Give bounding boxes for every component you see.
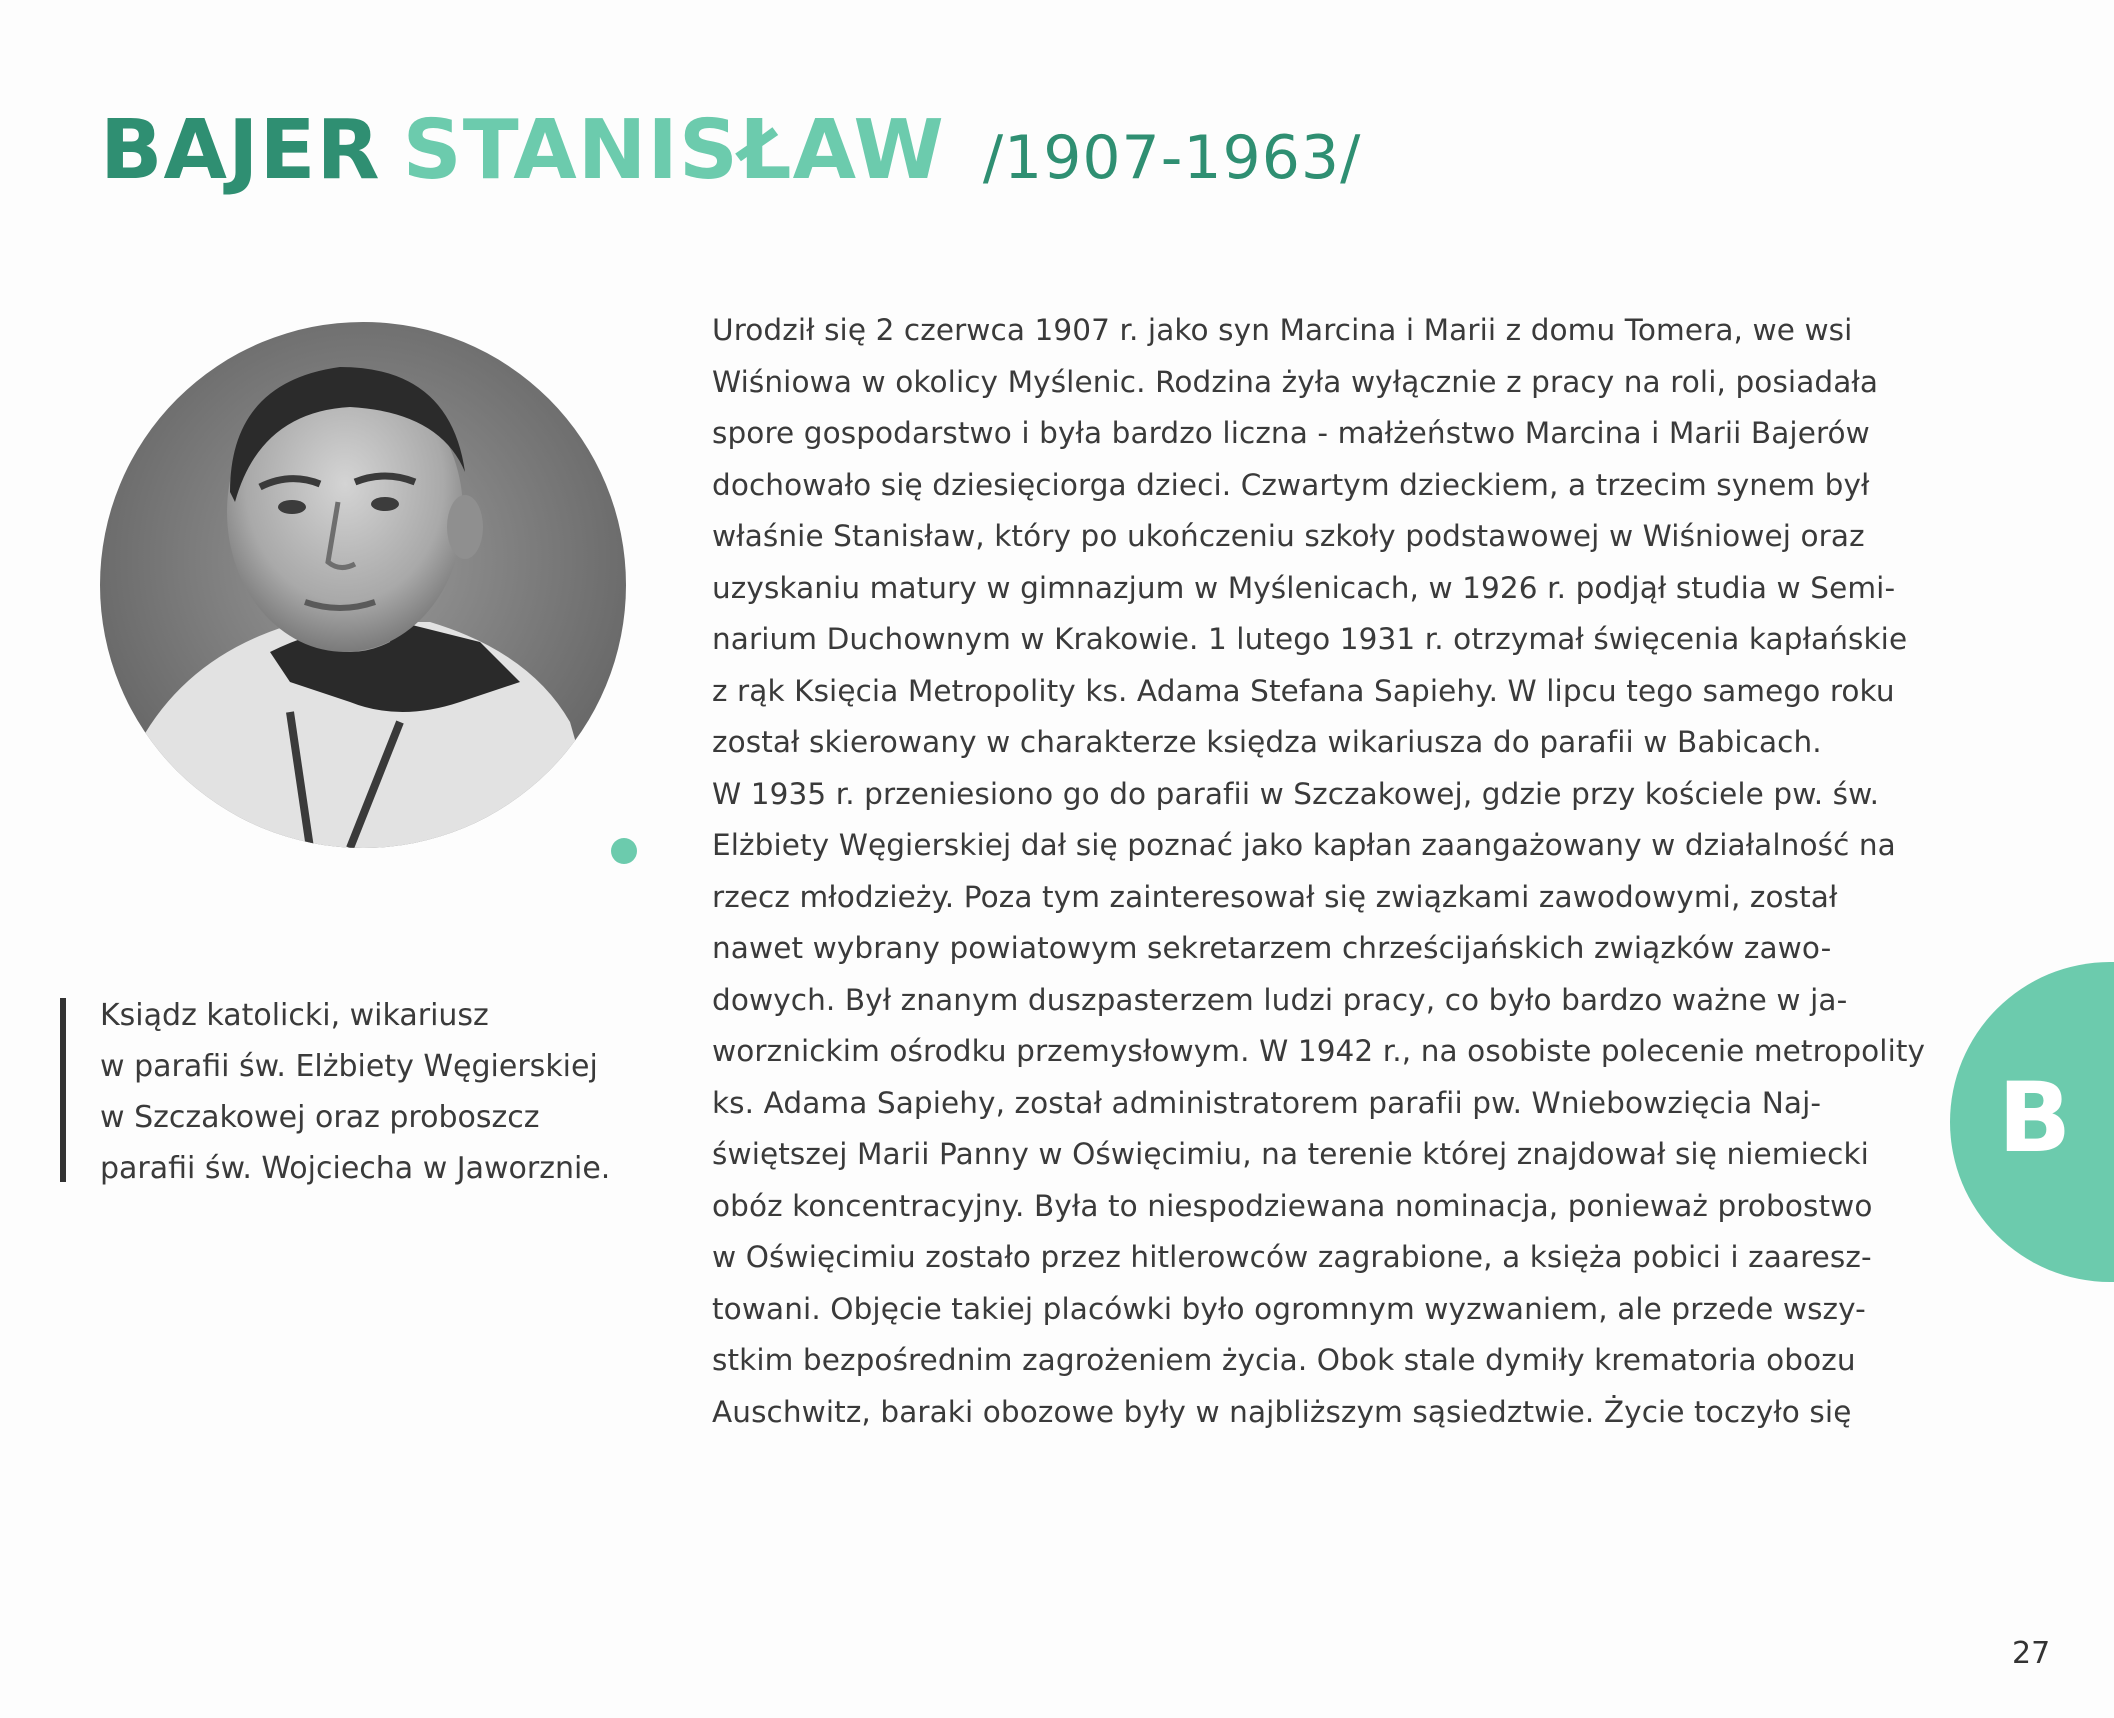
caption-block	[60, 990, 660, 1194]
body-line: worznickim ośrodku przemysłowym. W 1942 r., na osobiste polecenie metropolity	[712, 1034, 1926, 1068]
caption-line: w Szczakowej oraz proboszcz	[100, 1100, 540, 1135]
body-line: z rąk Księcia Metropolity ks. Adama Stefana Sapiehy. W lipcu tego samego roku	[712, 673, 1895, 708]
body-line: Urodził się 2 czerwca 1907 r. jako syn Marcina i Marii z domu Tomera, we wsi	[712, 313, 1853, 347]
title-surname: BAJER	[100, 103, 381, 198]
body-line: ks. Adama Sapiehy, został administratorem parafii pw. Wniebowzięcia Naj-	[712, 1085, 1822, 1120]
body-line: nawet wybrany powiatowym sekretarzem chrześcijańskich związków zawo-	[712, 931, 1832, 965]
biography-text	[712, 305, 1926, 1438]
body-line: właśnie Stanisław, który po ukończeniu szkoły podstawowej w Wiśniowej oraz	[712, 519, 1865, 553]
caption-line: Ksiądz katolicki, wikariusz	[100, 998, 489, 1033]
title-years: /1907-1963/	[982, 123, 1362, 193]
body-line: W 1935 r. przeniesiono go do parafii w Szczakowej, gdzie przy kościele pw. św.	[712, 776, 1880, 811]
body-line: obóz koncentracyjny. Była to niespodziewana nominacja, ponieważ probostwo	[712, 1188, 1873, 1223]
page-title	[100, 103, 1362, 198]
caption-text	[100, 990, 660, 1194]
letter-tab-label: B	[1998, 1062, 2072, 1174]
body-line: stkim bezpośrednim zagrożeniem życia. Obok stale dymiły krematoria obozu	[712, 1343, 1856, 1377]
body-line: dowych. Był znanym duszpasterzem ludzi pracy, co było bardzo ważne w ja-	[712, 982, 1848, 1017]
caption-line: parafii św. Wojciecha w Jaworznie.	[100, 1151, 611, 1186]
body-line: w Oświęcimiu zostało przez hitlerowców zagrabione, a księża pobici i zaaresz-	[712, 1240, 1872, 1274]
body-line: świętszej Marii Panny w Oświęcimiu, na terenie której znajdował się niemiecki	[712, 1137, 1869, 1171]
portrait-photo-icon	[100, 322, 626, 848]
body-line: towani. Objęcie takiej placówki było ogromnym wyzwaniem, ale przede wszy-	[712, 1291, 1866, 1326]
body-line: Elżbiety Węgierskiej dał się poznać jako kapłan zaangażowany w działalność na	[712, 828, 1896, 862]
body-line: został skierowany w charakterze księdza wikariusza do parafii w Babicach.	[712, 725, 1822, 759]
portrait-photo	[100, 322, 626, 848]
body-line: spore gospodarstwo i była bardzo liczna - małżeństwo Marcina i Marii Bajerów	[712, 416, 1870, 450]
caption-line: w parafii św. Elżbiety Węgierskiej	[100, 1049, 598, 1084]
caption-bar	[60, 998, 66, 1182]
body-line: Auschwitz, baraki obozowe były w najbliższym sąsiedztwie. Życie toczyło się	[712, 1394, 1852, 1429]
body-line: rzecz młodzieży. Poza tym zainteresował się związkami zawodowymi, został	[712, 879, 1838, 914]
body-line: uzyskaniu matury w gimnazjum w Myślenicach, w 1926 r. podjął studia w Semi-	[712, 570, 1896, 605]
accent-dot	[611, 838, 637, 864]
page-number: 27	[2012, 1636, 2051, 1671]
body-line: dochowało się dziesięciorga dzieci. Czwartym dzieckiem, a trzecim synem był	[712, 467, 1870, 502]
body-line: narium Duchownym w Krakowie. 1 lutego 1931 r. otrzymał święcenia kapłańskie	[712, 622, 1908, 656]
body-line: Wiśniowa w okolicy Myślenic. Rodzina żyła wyłącznie z pracy na roli, posiadała	[712, 364, 1879, 399]
title-firstname: STANISŁAW	[402, 103, 945, 198]
